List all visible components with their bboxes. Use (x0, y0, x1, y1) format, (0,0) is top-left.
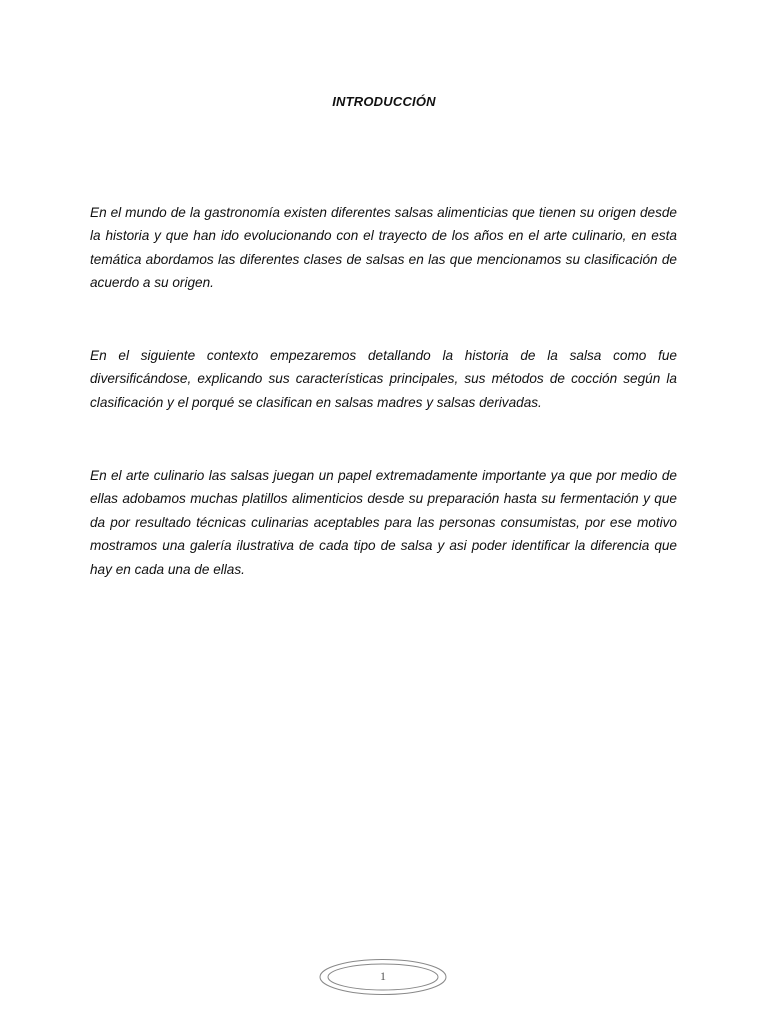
intro-paragraph-1: En el mundo de la gastronomía existen diferentes salsas alimenticias que tienen su origen desde la historia y que han ido evolucionando con el trayecto de los años en el arte culinario, en esta temática abordamos las diferentes clases de salsas en las que mencionamos su clasificación de acuerdo a su origen. (90, 205, 677, 291)
intro-paragraph-2: En el siguiente contexto empezaremos detallando la historia de la salsa como fue diversificándose, explicando sus características principales, sus métodos de cocción según la clasificación y el porqué se clasifican en salsas madres y salsas derivadas. (90, 348, 677, 410)
page-number-badge (319, 958, 447, 996)
page-number: 1 (380, 969, 386, 983)
document-title: INTRODUCCIÓN (332, 94, 436, 109)
intro-paragraph-3: En el arte culinario las salsas juegan un papel extremadamente importante ya que por medio de ellas adobamos muchas platillos alimenticios desde su preparación hasta su fermentación y que da por resultado técnicas culinarias aceptables para las personas consumistas, por ese motivo mostramos una galería ilustrativa de cada tipo de salsa y asi poder identificar la diferencia que hay en cada una de ellas. (90, 468, 677, 577)
